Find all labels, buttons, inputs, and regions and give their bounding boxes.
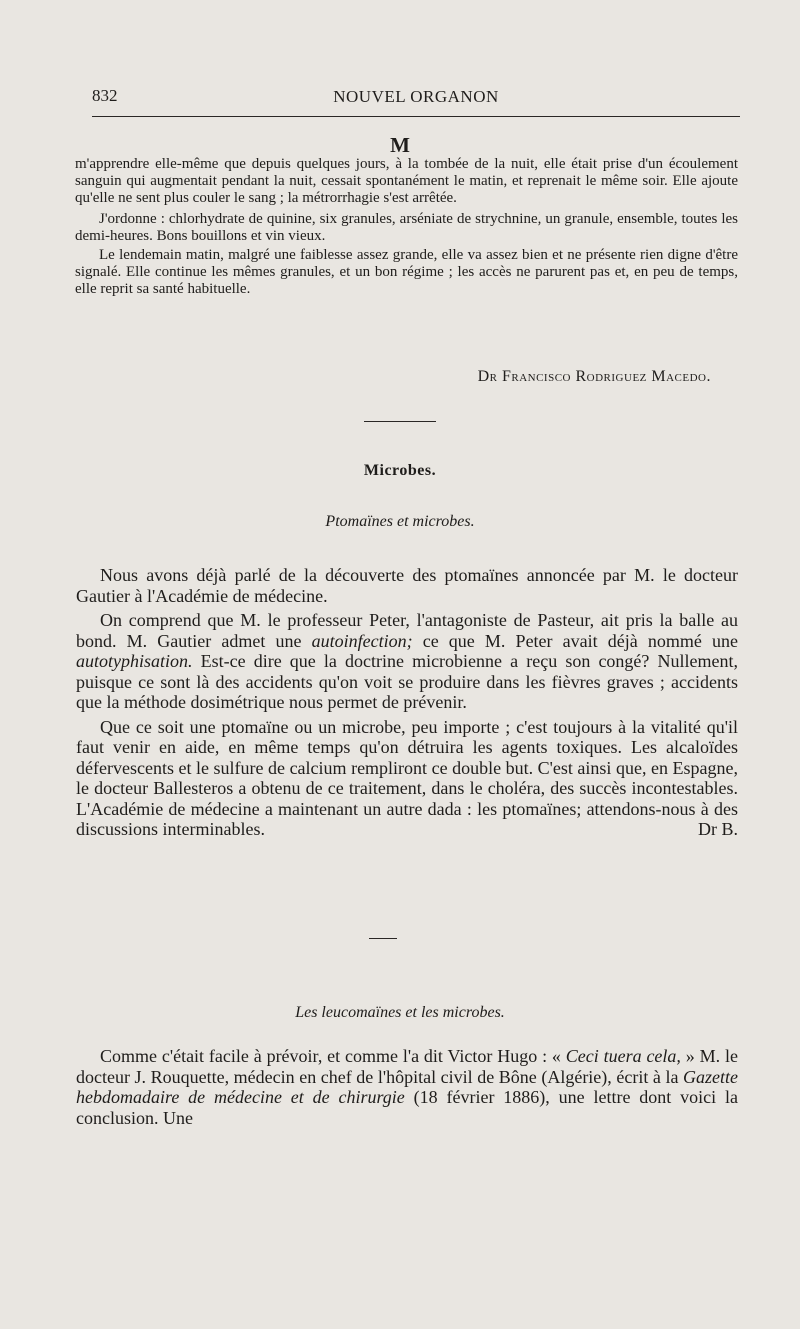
author-signature: Dr Francisco Rodriguez Macedo.	[477, 368, 711, 385]
separator-rule-short	[369, 938, 397, 939]
journal-title: Gazette hebdomadaire de médecine et de chirurgie	[76, 1066, 738, 1107]
section-title: Microbes.	[363, 462, 437, 479]
section-letter: M	[390, 133, 410, 157]
article-paragraph-1: Nous avons déjà parlé de la découverte des ptomaïnes annoncée par M. le docteur Gautier à l'Académie de médecine.	[76, 565, 738, 606]
article-subtitle: Ptomaïnes et microbes.	[325, 513, 475, 530]
separator-rule	[364, 421, 436, 422]
case-report-text	[75, 156, 738, 298]
autoinfection-term: autoinfection;	[311, 630, 413, 651]
running-head	[92, 86, 740, 110]
page-number: 832	[92, 86, 118, 105]
case-paragraph-3: Le lendemain matin, malgré une faiblesse assez grande, elle va assez bien et ne présente rien digne d'être signalé. Elle continue les mêmes granules, et un bon régime ; les accès ne parurent pas et, en peu de temps, elle reprit sa santé habituelle.	[75, 247, 738, 297]
article-signature: Dr B.	[698, 819, 738, 839]
header-rule	[92, 116, 740, 117]
ptomaines-article	[76, 565, 738, 840]
article-paragraph-2: On comprend que M. le professeur Peter, l'antagoniste de Pasteur, ait pris la balle au bond. M. Gautier admet une autoinfection; ce que M. Peter avait déjà nommé une autotyphisation. Est-ce dire que la doctrine microbienne a reçu son congé? Nullement, puisque ce sont là des accidents qu'on voit se produire dans les fièvres graves ; accidents que la méthode dosimétrique nous permet de prévenir.	[76, 610, 738, 712]
article-paragraph-3: Que ce soit une ptomaïne ou un microbe, peu importe ; c'est toujours à la vitalité qu'il faut venir en aide, en même temps qu'on détruira les agents toxiques. Les alcaloïdes défervescents et le sulfure de calcium rempliront ce double but. C'est ainsi que, en Espagne, le docteur Ballesteros a obtenu de ce traitement, dans le choléra, des succès incontestables. L'Académie de médecine a maintenant un autre dada : les ptomaïnes; attendons-nous à des discussions interminables. Dr B.	[76, 716, 738, 839]
leucomaines-subtitle: Les leucomaïnes et les microbes.	[295, 1004, 505, 1021]
quote-ceci-tuera-cela: Ceci tuera cela,	[565, 1046, 681, 1066]
case-paragraph-2: J'ordonne : chlorhydrate de quinine, six granules, arséniate de strychnine, un granule, ensemble, toutes les demi-heures. Bons bouillons et vin vieux.	[75, 211, 738, 244]
leucomaines-paragraph: Comme c'était facile à prévoir, et comme l'a dit Victor Hugo : « Ceci tuera cela, » M. le docteur J. Rouquette, médecin en chef de l'hôpital civil de Bône (Algérie), écrit à la Gazette hebdomadaire de médecine et de chirurgie (18 février 1886), une lettre dont voici la conclusion. Une	[76, 1046, 738, 1128]
running-title: NOUVEL ORGANON	[333, 87, 499, 106]
autotyphisation-term: autotyphisation.	[76, 651, 193, 671]
case-paragraph-1: m'apprendre elle-même que depuis quelques jours, à la tombée de la nuit, elle était prise d'un écoulement sanguin qui augmentait pendant la nuit, cessait spontanément le matin, et reprenait le même soir. Elle ajoute qu'elle ne sent plus couler le sang ; la métrorrhagie s'est arrêtée.	[75, 156, 738, 206]
leucomaines-article	[76, 1046, 738, 1128]
